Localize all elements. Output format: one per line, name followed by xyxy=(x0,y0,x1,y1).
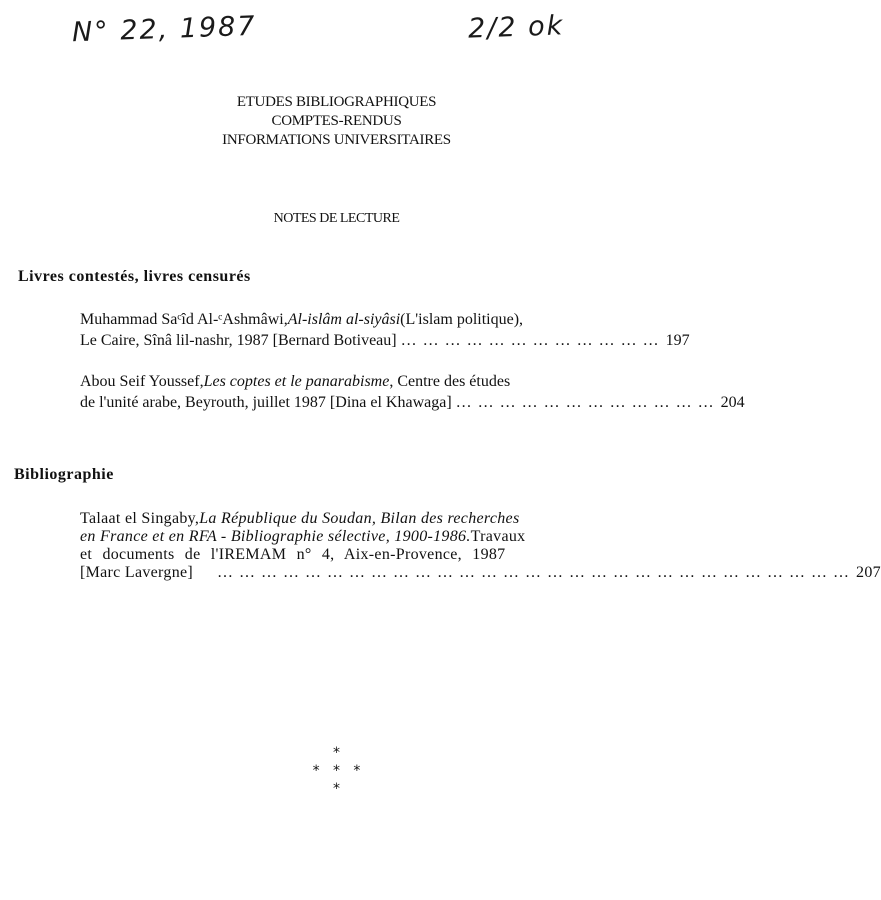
header-line-3: INFORMATIONS UNIVERSITAIRES xyxy=(222,132,451,148)
section-title-livres: Livres contestés, livres censurés xyxy=(18,268,251,285)
toc-entry xyxy=(80,510,881,582)
entry-line xyxy=(80,564,881,582)
toc-entry xyxy=(80,371,745,413)
entry-line xyxy=(80,309,660,330)
handwritten-issue-number: N° 22, 1987 xyxy=(71,10,258,49)
entry-line xyxy=(80,330,690,351)
header-line-1: ETUDES BIBLIOGRAPHIQUES xyxy=(236,94,437,110)
entry-publication: et documents de l'IREMAM n° 4, Aix-en-Provence, 1987 xyxy=(80,546,506,563)
header-block xyxy=(0,93,673,150)
dot-leader: … … … … … … … … … … … … xyxy=(455,394,715,411)
entry-publication: de l'unité arabe, Beyrouth, juillet 1987 [Dina el Khawaga] xyxy=(80,394,452,411)
entry-title: La République du Soudan, Bilan des recherches xyxy=(199,510,520,527)
entry-rest: , Centre des études xyxy=(389,373,511,390)
entry-title-continued: en France et en RFA - Bibliographie sélective, 1900-1986. xyxy=(80,528,471,545)
entry-publication: Le Caire, Sînâ lil-nashr, 1987 [Bernard Botiveau] xyxy=(80,332,397,349)
asterisk-top: * xyxy=(333,745,340,761)
dot-leader: … … … … … … … … … … … … … … … … … … … … … … … … … … … … … xyxy=(217,564,851,581)
page-number: 204 xyxy=(720,394,745,411)
page-number: 197 xyxy=(665,332,690,349)
toc-entry xyxy=(80,309,690,351)
entry-author: Abou Seif Youssef, xyxy=(80,373,204,390)
entry-title: Les coptes et le panarabisme xyxy=(203,373,390,390)
notes-title: NOTES DE LECTURE xyxy=(273,211,400,226)
entry-author: Muhammad Saᶜîd Al-ᶜAshmâwi, xyxy=(80,311,288,328)
handwritten-page-note: 2/2 ok xyxy=(467,10,565,45)
dot-leader: … … … … … … … … … … … … xyxy=(400,332,660,349)
entry-author: Talaat el Singaby, xyxy=(80,510,200,527)
asterisk-bottom: * xyxy=(333,781,340,797)
page-number: 207 xyxy=(856,564,881,581)
ornament-asterisks xyxy=(0,744,673,798)
section-title-bibliographie: Bibliographie xyxy=(14,466,114,483)
entry-title: Al-islâm al-siyâsi xyxy=(287,311,401,328)
entry-reviewer: [Marc Lavergne] xyxy=(80,564,194,581)
entry-line xyxy=(80,392,745,413)
entry-line xyxy=(80,528,660,546)
entry-line xyxy=(80,371,660,392)
entry-line xyxy=(80,510,660,528)
entry-line xyxy=(80,546,660,564)
header-line-2: COMPTES-RENDUS xyxy=(271,113,402,129)
asterisk-row: * * * xyxy=(312,763,361,779)
entry-rest: Travaux xyxy=(470,528,526,545)
entry-rest: (L'islam politique), xyxy=(400,311,524,328)
